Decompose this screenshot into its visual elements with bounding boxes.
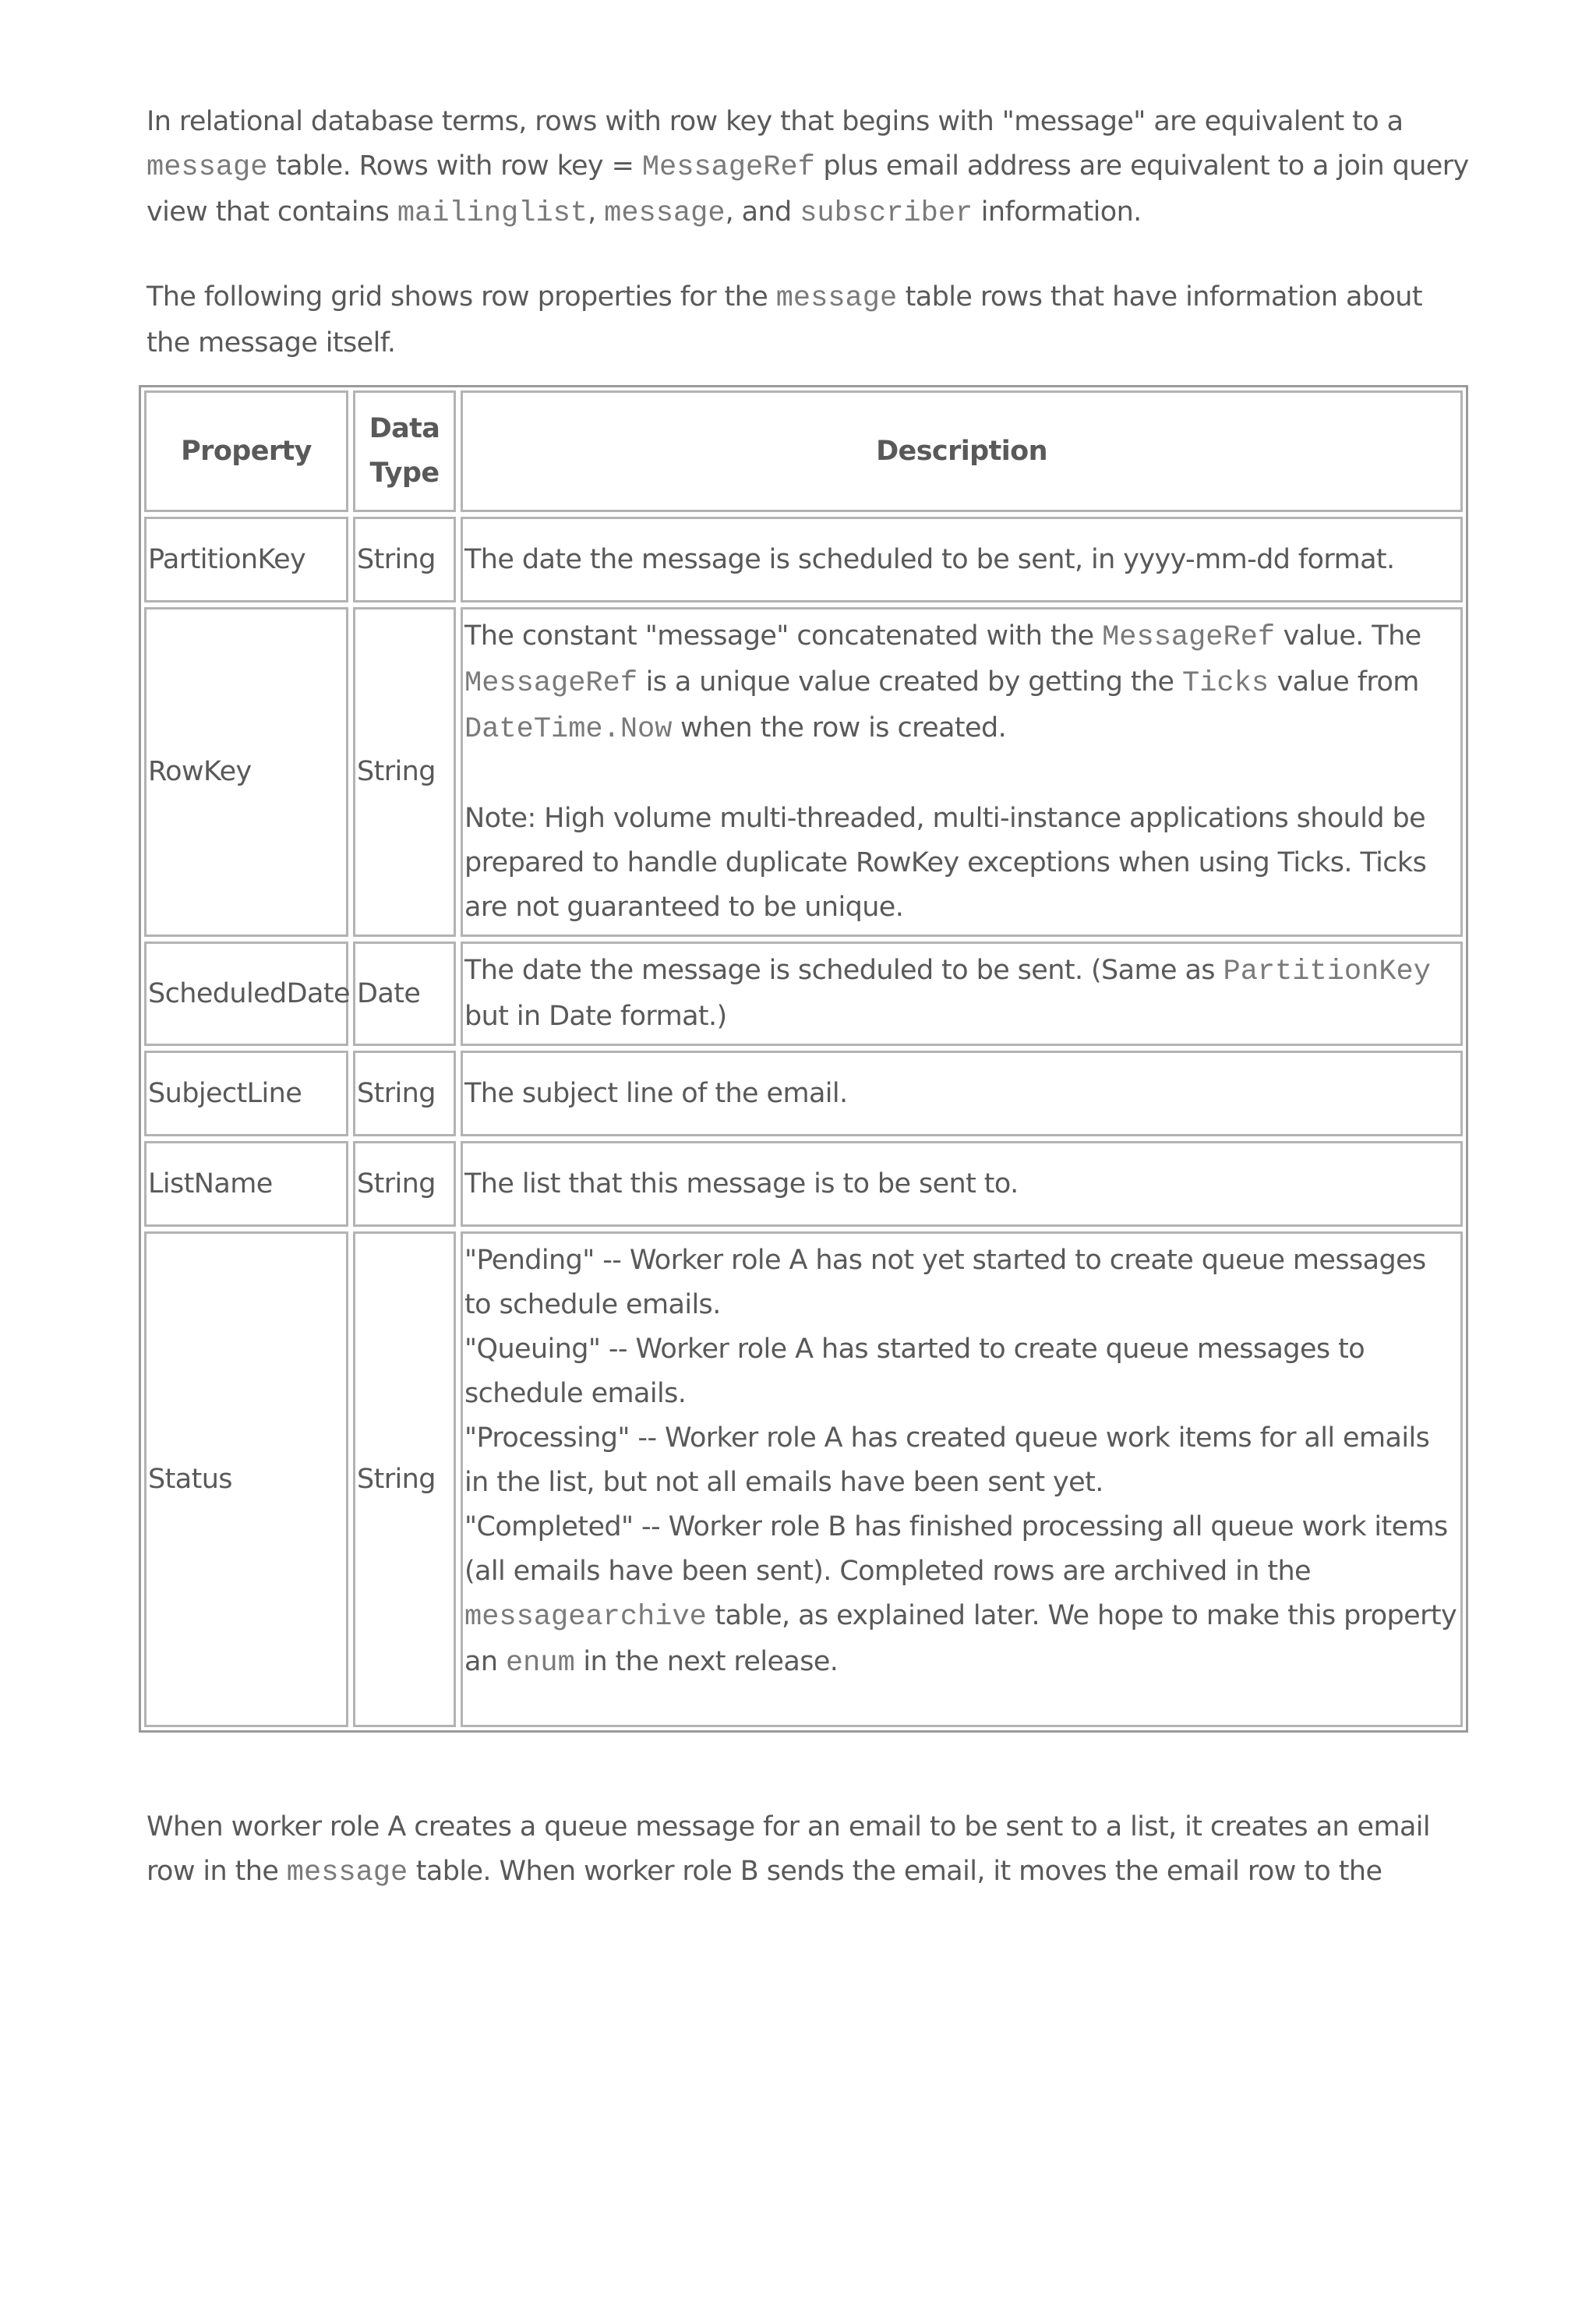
table-row (144, 607, 1463, 937)
text-run: when the row is created. (672, 712, 1007, 744)
code-partitionkey: PartitionKey (1223, 956, 1431, 988)
table-row (144, 517, 1463, 602)
cell-property: ScheduledDate (144, 942, 348, 1046)
code-messageref: MessageRef (1102, 621, 1276, 654)
cell-type: String (353, 1231, 456, 1727)
code-message: message (604, 197, 726, 230)
cell-property: RowKey (144, 607, 348, 937)
header-description: Description (461, 390, 1463, 512)
cell-description (461, 607, 1463, 937)
status-queuing: "Queuing" -- Worker role A has started to create queue messages to schedule emails. (464, 1334, 1365, 1409)
intro-paragraph-1 (147, 100, 1471, 236)
status-processing: "Processing" -- Worker role A has created queue work items for all emails in the list, but not all emails have been sent yet. (464, 1422, 1430, 1498)
code-message: message (775, 282, 898, 315)
text-run: , (588, 196, 605, 228)
code-enum: enum (505, 1647, 575, 1680)
cell-type: String (353, 1141, 456, 1227)
code-mailinglist: mailinglist (397, 197, 588, 230)
text-run: The following grid shows row properties for the (147, 281, 776, 313)
text-run: , and (725, 196, 800, 228)
text-run: The date the message is scheduled to be sent. (Same as (464, 955, 1223, 986)
rowkey-note: Note: High volume multi-threaded, multi-instance applications should be prepared to handle duplicate RowKey exceptions when using Ticks. Ticks are not guaranteed to be unique. (464, 803, 1427, 923)
message-properties-table (139, 385, 1468, 1733)
cell-type: String (353, 607, 456, 937)
cell-type: String (353, 517, 456, 602)
properties-grid (139, 386, 1467, 1732)
text-run: table. Rows with row key = (267, 150, 642, 182)
cell-description (461, 942, 1463, 1046)
code-message: message (286, 1857, 408, 1889)
code-messageref: MessageRef (464, 667, 638, 700)
code-ticks: Ticks (1182, 667, 1269, 700)
text-run: "Completed" -- Worker role B has finished processing all queue work items (all emails have been sent). Completed rows are archived in the (464, 1511, 1448, 1587)
text-run: value. The (1275, 620, 1421, 652)
code-messagearchive: messagearchive (464, 1601, 707, 1634)
table-header-row (144, 390, 1463, 512)
text-run: value from (1269, 666, 1419, 698)
code-messageref: MessageRef (641, 151, 815, 184)
cell-type: Date (353, 942, 456, 1046)
header-data-type: Data Type (353, 390, 456, 512)
cell-description: The date the message is scheduled to be sent, in yyyy-mm-dd format. (461, 517, 1463, 602)
document-body (147, 100, 1471, 366)
footer-paragraph (147, 1805, 1471, 1895)
cell-property: PartitionKey (144, 517, 348, 602)
table-row (144, 1051, 1463, 1136)
text-run: table rows that have information about the message itself. (147, 281, 1422, 359)
intro-paragraph-2 (147, 275, 1471, 366)
table-row (144, 942, 1463, 1046)
header-property: Property (144, 390, 348, 512)
table-row (144, 1141, 1463, 1227)
blank-line (464, 752, 1459, 797)
cell-type: String (353, 1051, 456, 1136)
text-run: plus email address are equivalent to a join query view that contains (147, 150, 1469, 228)
text-run: is a unique value created by getting the (637, 666, 1183, 698)
cell-property: ListName (144, 1141, 348, 1227)
cell-description: The list that this message is to be sent to. (461, 1141, 1463, 1227)
cell-property: Status (144, 1231, 348, 1727)
table-row (144, 1231, 1463, 1727)
text-run: but in Date format.) (464, 1001, 727, 1032)
status-pending: "Pending" -- Worker role A has not yet started to create queue messages to schedule emails. (464, 1245, 1426, 1320)
code-subscriber: subscriber (800, 197, 973, 230)
text-run: The constant "message" concatenated with the (464, 620, 1103, 652)
text-run: in the next release. (574, 1646, 839, 1677)
text-run: When worker role A creates a queue message for an email to be sent to a list, it creates an email row in the (147, 1811, 1431, 1887)
text-run: information. (973, 196, 1142, 228)
footer-paragraph-wrap (147, 1805, 1471, 1895)
text-run: table, as explained later. We hope to make this property an (464, 1600, 1457, 1677)
cell-description: The subject line of the email. (461, 1051, 1463, 1136)
status-completed (464, 1505, 1459, 1686)
code-message: message (147, 151, 268, 184)
cell-property: SubjectLine (144, 1051, 348, 1136)
code-datetime-now: DateTime.Now (464, 713, 673, 746)
cell-description (461, 1231, 1463, 1727)
text-run: In relational database terms, rows with row key that begins with "message" are equivalent to a (147, 106, 1404, 137)
text-run: table. When worker role B sends the email, it moves the email row to the (408, 1856, 1382, 1887)
